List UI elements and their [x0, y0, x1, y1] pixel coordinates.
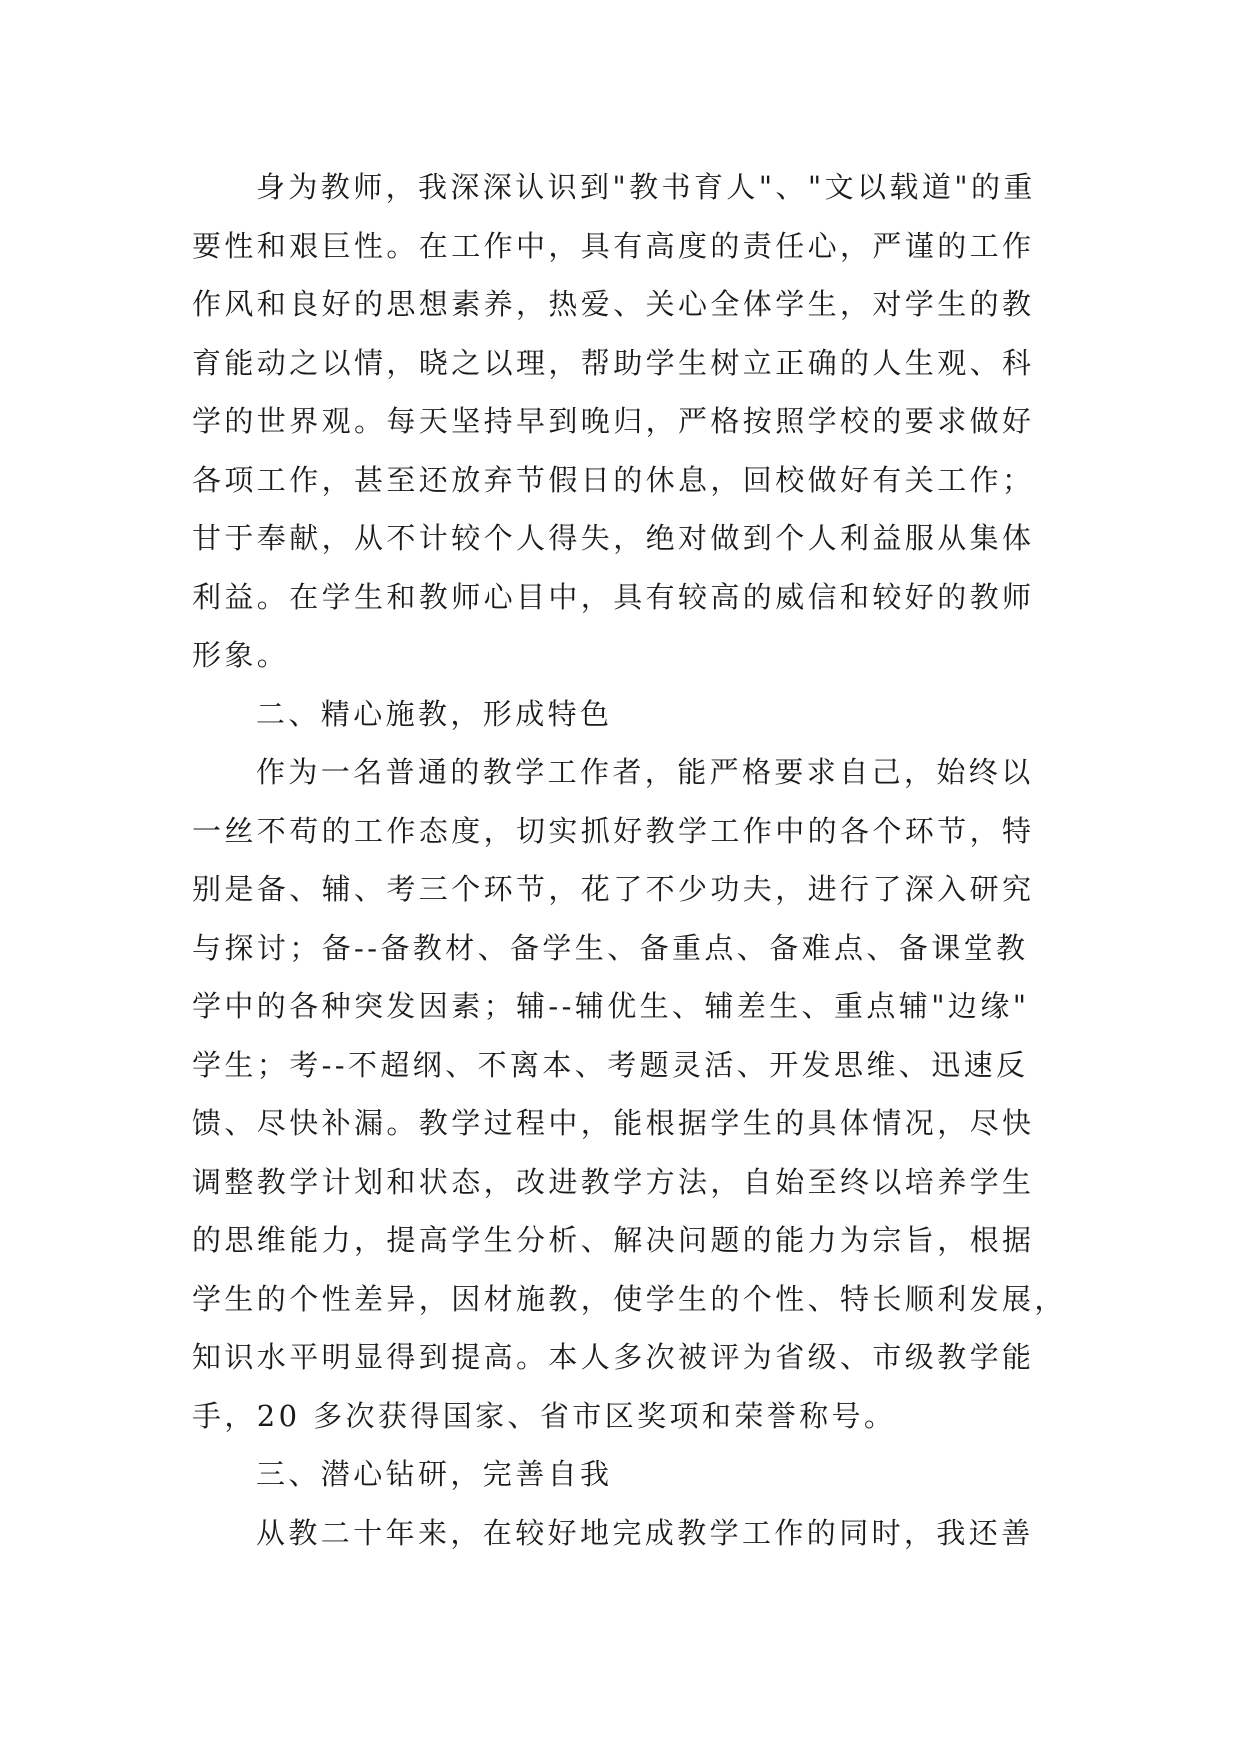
text-line: 学生的个性差异，因材施教，使学生的个性、特长顺利发展，: [192, 1281, 1067, 1316]
text-line: 手，20 多次获得国家、省市区奖项和荣誉称号。: [192, 1398, 897, 1433]
text-line: 甘于奉献，从不计较个人得失，绝对做到个人利益服从集体: [192, 521, 1035, 555]
text-line: 利益。在学生和教师心目中，具有较高的威信和较好的教师: [192, 579, 1035, 614]
text-line: 学的世界观。每天坚持早到晚归，严格按照学校的要求做好: [192, 404, 1035, 438]
text-line: 与探讨；备--备教材、备学生、备重点、备难点、备课堂教: [192, 930, 1029, 965]
text-line: 各项工作，甚至还放弃节假日的休息，回校做好有关工作；: [192, 462, 1035, 497]
text-line: 别是备、辅、考三个环节，花了不少功夫，进行了深入研究: [192, 872, 1035, 906]
text-line: 知识水平明显得到提高。本人多次被评为省级、市级教学能: [192, 1340, 1035, 1374]
text-line: 作风和良好的思想素养，热爱、关心全体学生，对学生的教: [192, 287, 1035, 321]
text-line: 的思维能力，提高学生分析、解决问题的能力为宗旨，根据: [192, 1223, 1035, 1257]
text-line: 馈、尽快补漏。教学过程中，能根据学生的具体情况，尽快: [192, 1106, 1035, 1140]
section-heading: 三、潜心钻研，完善自我: [256, 1457, 613, 1491]
text-line: 身为教师，我深深认识到"教书育人"、"文以载道"的重: [256, 170, 1036, 204]
text-line: 形象。: [192, 638, 290, 672]
text-line: 一丝不苟的工作态度，切实抓好教学工作中的各个环节，特: [192, 813, 1035, 848]
text-line: 学中的各种突发因素；辅--辅优生、辅差生、重点辅"边缘": [192, 989, 1030, 1023]
body-text: [192, 158, 1067, 1562]
section-heading: 二、精心施教，形成特色: [256, 696, 613, 731]
text-line: 调整教学计划和状态，改进教学方法，自始至终以培养学生: [192, 1164, 1035, 1199]
text-line: 要性和艰巨性。在工作中，具有高度的责任心，严谨的工作: [192, 228, 1035, 263]
text-line: 作为一名普通的教学工作者，能严格要求自己，始终以: [256, 755, 1034, 789]
text-line: 学生；考--不超纲、不离本、考题灵活、开发思维、迅速反: [192, 1047, 1029, 1082]
text-line: 育能动之以情，晓之以理，帮助学生树立正确的人生观、科: [192, 345, 1035, 380]
text-line: 从教二十年来，在较好地完成教学工作的同时，我还善: [256, 1515, 1034, 1550]
